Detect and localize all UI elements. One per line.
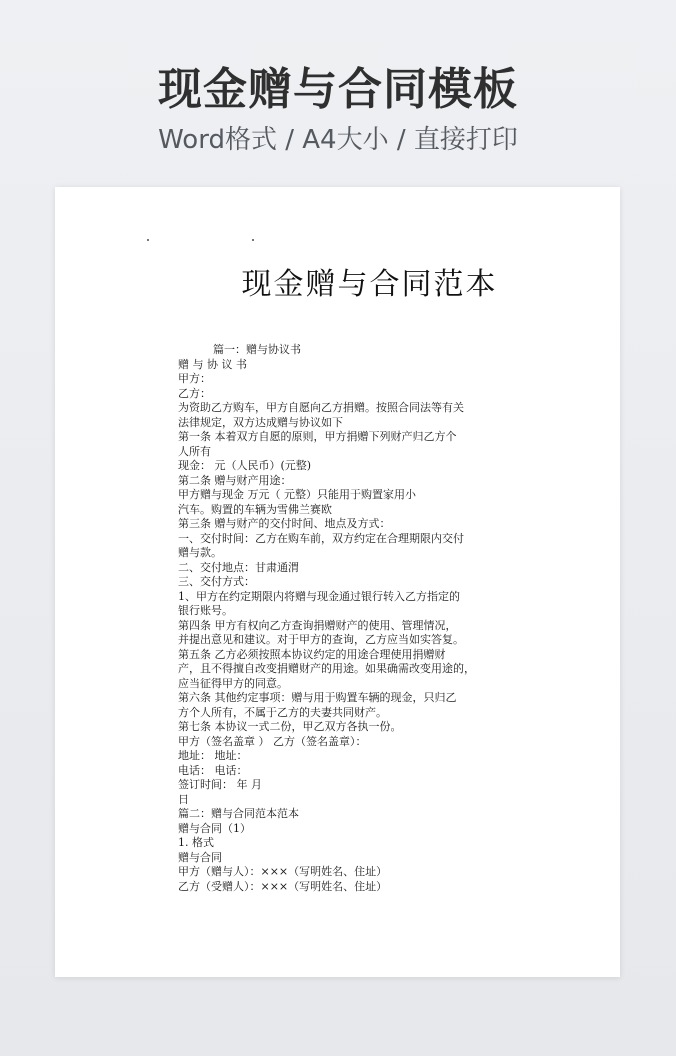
document-line: 篇一：赠与协议书 (213, 343, 301, 356)
document-line: 二、交付地点：甘肃通渭 (178, 560, 299, 574)
document-line: 应当征得甲方的同意。 (178, 676, 288, 690)
document-line: 甲方（赠与人）：×××（写明姓名、住址） (178, 865, 388, 878)
document-line: 甲方（签名盖章 ） 乙方（签名盖章）： (178, 734, 367, 748)
document-line: 银行账号。 (178, 604, 233, 617)
document-line: 产，且不得擅自改变捐赠财产的用途。如果确需改变用途的， (178, 662, 475, 675)
document-body (178, 343, 488, 894)
document-line: 赠与合同 (178, 850, 222, 864)
document-line: 三、交付方式： (178, 575, 255, 588)
document-line: 地址： 地址： (178, 749, 248, 762)
document-line: 人所有 (178, 444, 211, 458)
page-title: 现金赠与合同模板 (158, 64, 518, 115)
document-line: 甲方赠与现金 万元（ 元整）只能用于购置家用小 (178, 488, 416, 501)
document-line: 1. 格式 (178, 836, 214, 849)
document-line: 第三条 赠与财产的交付时间、地点及方式： (178, 517, 391, 530)
document-line: 第七条 本协议一式二份，甲乙双方各执一份。 (178, 720, 402, 733)
document-line: 赠与合同（1） (178, 821, 251, 835)
banner-header (0, 60, 676, 158)
scan-marks (147, 239, 267, 243)
document-line: 乙方： (178, 386, 211, 400)
document-line: 第四条 甲方有权向乙方查询捐赠财产的使用、管理情况， (178, 618, 457, 632)
document-line: 日 (178, 792, 189, 806)
document-line: 乙方（受赠人）：×××（写明姓名、住址） (178, 879, 388, 893)
document-line: 1、甲方在约定期限内将赠与现金通过银行转入乙方指定的 (178, 589, 460, 603)
document-line: 并提出意见和建议。对于甲方的查询，乙方应当如实答复。 (178, 633, 464, 646)
document-line: 方个人所有，不属于乙方的夫妻共同财产。 (178, 705, 387, 719)
document-line: 法律规定，双方达成赠与协议如下 (178, 415, 343, 429)
document-line: 第五条 乙方必须按照本协议约定的用途合理使用捐赠财 (178, 647, 446, 661)
document-line: 第六条 其他约定事项：赠与用于购置车辆的现金，只归乙 (178, 691, 457, 704)
document-line: 第二条 赠与财产用途： (178, 473, 292, 487)
document-line: 现金： 元（人民币）(元整) (178, 459, 312, 472)
page-subtitle: Word格式 / A4大小 / 直接打印 (158, 125, 518, 155)
document-line: 电话： 电话： (178, 763, 248, 777)
document-line: 甲方： (178, 372, 211, 385)
document-line: 签订时间： 年 月 (178, 778, 262, 791)
document-line: 篇二：赠与合同范本范本 (178, 807, 299, 820)
document-line: 为资助乙方购车，甲方自愿向乙方捐赠。按照合同法等有关 (178, 401, 464, 414)
document-title: 现金赠与合同范本 (241, 267, 498, 302)
document-line: 赠与款。 (178, 546, 222, 559)
document-preview (55, 187, 620, 977)
document-line: 汽车。购置的车辆为雪佛兰赛欧 (178, 502, 332, 516)
document-line: 第一条 本着双方自愿的原则，甲方捐赠下列财产归乙方个 (178, 430, 457, 443)
document-line: 一、交付时间：乙方在购车前，双方约定在合理期限内交付 (178, 531, 464, 545)
document-line: 赠 与 协 议 书 (178, 357, 247, 371)
